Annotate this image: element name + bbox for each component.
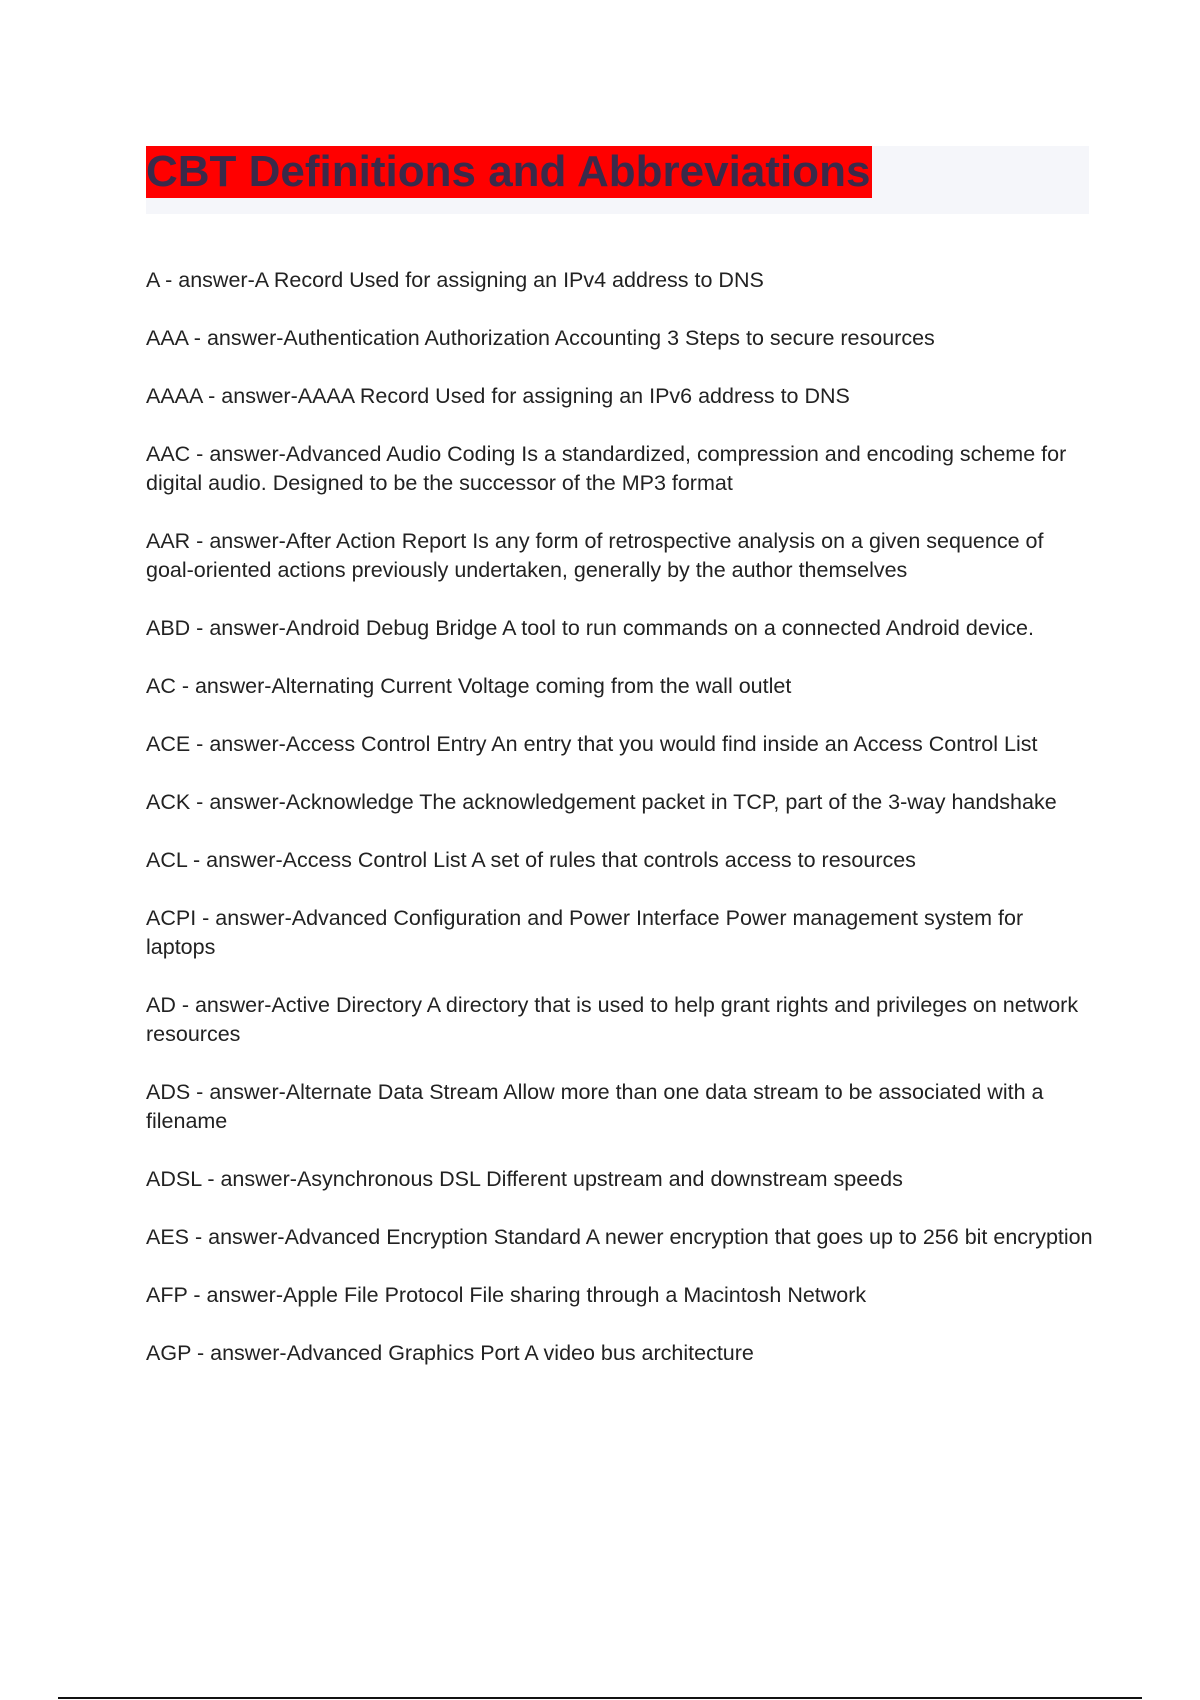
footer-divider [58,1697,1142,1699]
definition-entry: AAR - answer-After Action Report Is any form of retrospective analysis on a given sequence of goal-oriented actions previously undertaken, generally by the author themselves [146,529,1044,582]
page-title: CBT Definitions and Abbreviations [146,147,871,196]
definition-entry: ACL - answer-Access Control List A set of rules that controls access to resources [146,848,916,872]
definition-entry: AFP - answer-Apple File Protocol File sharing through a Macintosh Network [146,1283,867,1307]
definition-entry: AD - answer-Active Directory A directory that is used to help grant rights and privileges on network resources [146,993,1079,1046]
definition-entry: ACPI - answer-Advanced Configuration and Power Interface Power management system for laptops [146,906,1024,959]
definition-entry: AAA - answer-Authentication Authorization Accounting 3 Steps to secure resources [146,326,935,350]
title-highlight [146,146,872,198]
definition-entry: AAC - answer-Advanced Audio Coding Is a standardized, compression and encoding scheme for digital audio. Designed to be the successor of the MP3 format [146,442,1067,495]
definition-entry: AES - answer-Advanced Encryption Standard A newer encryption that goes up to 256 bit encryption [146,1225,1093,1249]
definition-entry: ABD - answer-Android Debug Bridge A tool to run commands on a connected Android device. [146,616,1034,640]
definition-entry: ACE - answer-Access Control Entry An entry that you would find inside an Access Control List [146,732,1038,756]
definition-entry: ADS - answer-Alternate Data Stream Allow more than one data stream to be associated with a filename [146,1080,1044,1133]
definition-entry: AC - answer-Alternating Current Voltage coming from the wall outlet [146,674,792,698]
definition-entry: ADSL - answer-Asynchronous DSL Different upstream and downstream speeds [146,1167,903,1191]
definition-entry: ACK - answer-Acknowledge The acknowledgement packet in TCP, part of the 3-way handshake [146,790,1057,814]
definition-entry: AGP - answer-Advanced Graphics Port A video bus architecture [146,1341,754,1365]
definition-entry: A - answer-A Record Used for assigning an IPv4 address to DNS [146,268,764,292]
definition-entry: AAAA - answer-AAAA Record Used for assigning an IPv6 address to DNS [146,384,850,408]
definitions-list [146,266,1096,1397]
